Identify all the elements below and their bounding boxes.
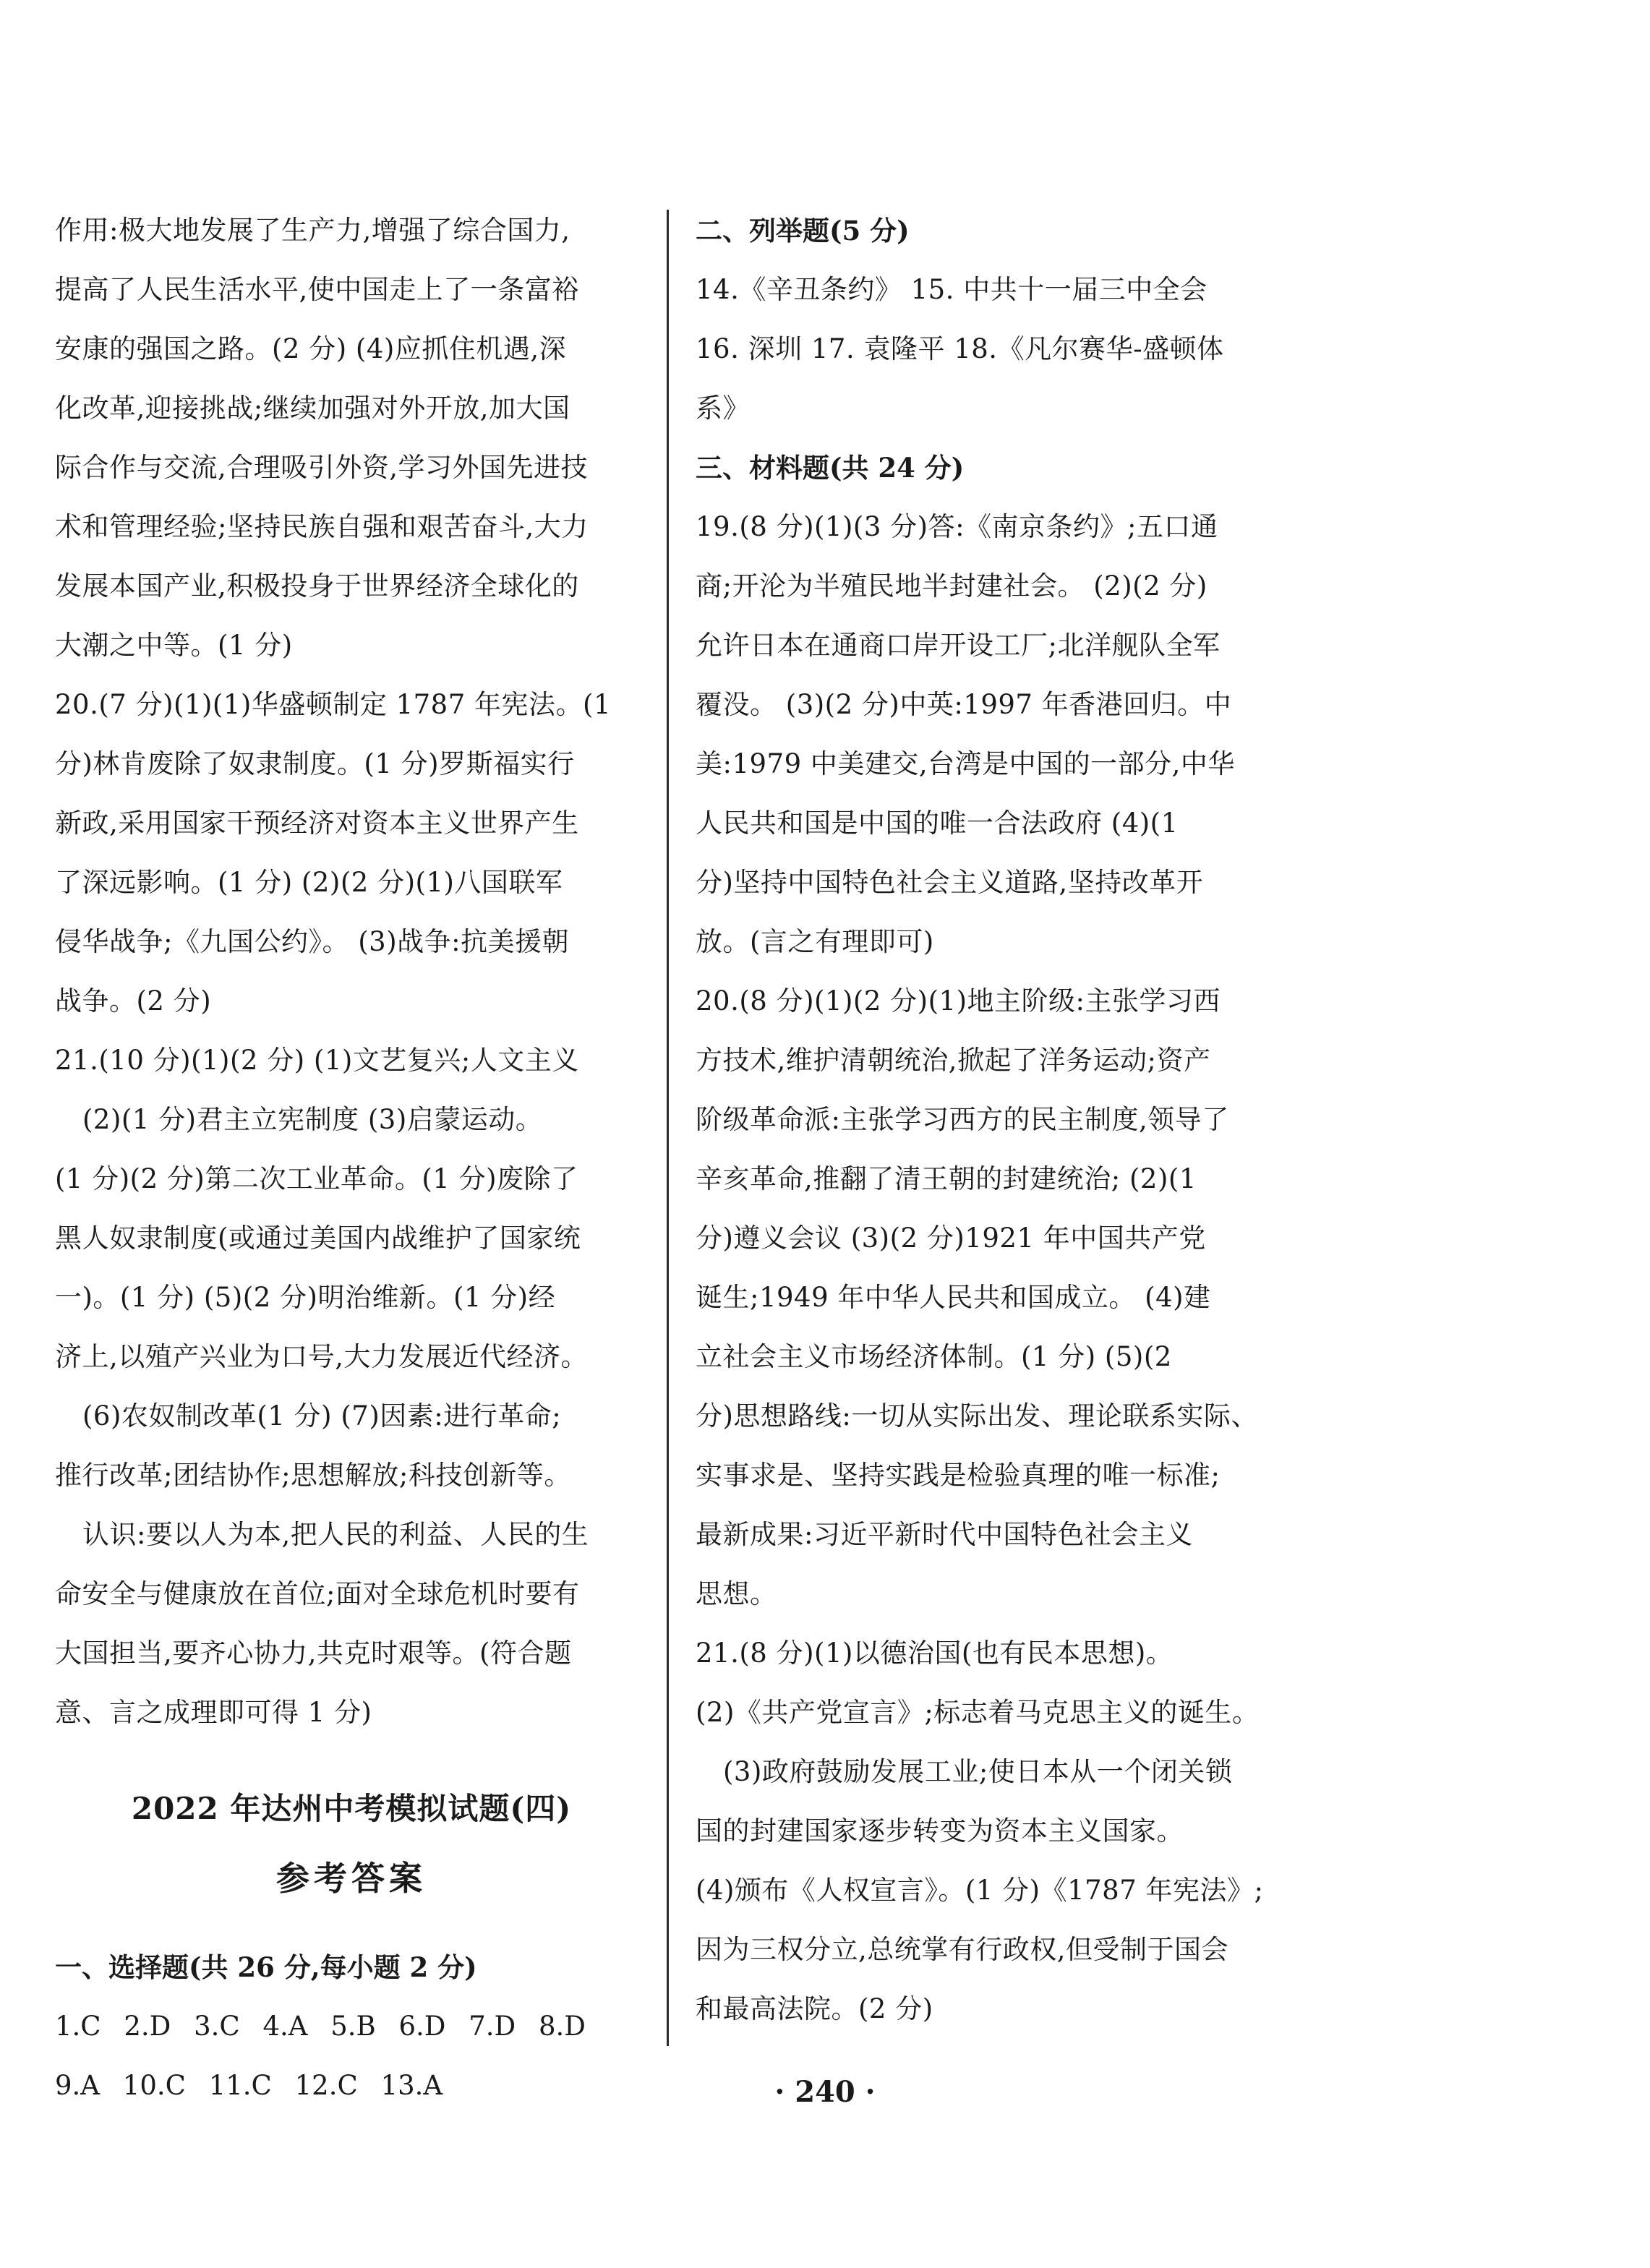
text-line: 因为三权分立,总统掌有行政权,但受制于国会 — [696, 1934, 1229, 1965]
text-line: 和最高法院。(2 分) — [696, 1993, 933, 2024]
text-line: 分)遵义会议 (3)(2 分)1921 年中国共产党 — [696, 1223, 1206, 1254]
text-line: 安康的强国之路。(2 分) (4)应抓住机遇,深 — [55, 333, 567, 364]
text-line: 际合作与交流,合理吸引外资,学习外国先进技 — [55, 452, 589, 483]
text-line: 战争。(2 分) — [55, 985, 212, 1017]
text-line: (2)《共产党宣言》;标志着马克思主义的诞生。 — [696, 1697, 1260, 1728]
text-line: 术和管理经验;坚持民族自强和艰苦奋斗,大力 — [55, 511, 589, 542]
text-line: 作用:极大地发展了生产力,增强了综合国力, — [55, 215, 570, 246]
section-heading-choice: 一、选择题(共 26 分,每小题 2 分) — [55, 1951, 477, 1983]
text-line: 国的封建国家逐步转变为资本主义国家。 — [696, 1815, 1184, 1847]
text-line: 意、言之成理即可得 1 分) — [55, 1697, 372, 1728]
text-line: 立社会主义市场经济体制。(1 分) (5)(2 — [696, 1341, 1172, 1372]
text-line: 认识:要以人为本,把人民的利益、人民的生 — [82, 1519, 589, 1550]
text-line: 商;开沦为半殖民地半封建社会。 (2)(2 分) — [696, 570, 1207, 602]
text-line: 16. 深圳 17. 袁隆平 18.《凡尔赛华-盛顿体 — [696, 333, 1224, 364]
section-heading-list: 二、列举题(5 分) — [696, 215, 910, 247]
text-line: 大国担当,要齐心协力,共克时艰等。(符合题 — [55, 1638, 572, 1669]
choice-answers-row: 9.A 10.C 11.C 12.C 13.A — [55, 2070, 443, 2101]
text-line: 21.(8 分)(1)以德治国(也有民本思想)。 — [696, 1638, 1174, 1669]
text-line: 14.《辛丑条约》 15. 中共十一届三中全会 — [696, 274, 1207, 305]
page-number: · 240 · — [774, 2075, 876, 2109]
text-line: 美:1979 中美建交,台湾是中国的一部分,中华 — [696, 748, 1235, 779]
text-line: 提高了人民生活水平,使中国走上了一条富裕 — [55, 274, 579, 305]
text-line: 化改革,迎接挑战;继续加强对外开放,加大国 — [55, 393, 570, 424]
text-line: (1 分)(2 分)第二次工业革命。(1 分)废除了 — [55, 1163, 578, 1194]
text-line: 人民共和国是中国的唯一合法政府 (4)(1 — [696, 808, 1179, 839]
left-column — [55, 201, 648, 2115]
left-answer-text — [55, 201, 648, 1742]
text-line: 实事求是、坚持实践是检验真理的唯一标准; — [696, 1460, 1221, 1491]
text-line: 新政,采用国家干预经济对资本主义世界产生 — [55, 808, 579, 839]
text-line: 系》 — [696, 393, 750, 424]
text-line: (4)颁布《人权宣言》。(1 分)《1787 年宪法》; — [696, 1875, 1264, 1906]
text-line: 21.(10 分)(1)(2 分) (1)文艺复兴;人文主义 — [55, 1045, 579, 1076]
text-line: 侵华战争;《九国公约》。 (3)战争:抗美援朝 — [55, 926, 570, 957]
text-line: 放。(言之有理即可) — [696, 926, 934, 957]
text-line: 命安全与健康放在首位;面对全球危机时要有 — [55, 1578, 580, 1609]
right-column — [696, 201, 1296, 2039]
text-line: 诞生;1949 年中华人民共和国成立。 (4)建 — [696, 1282, 1211, 1313]
text-line: 思想。 — [696, 1578, 777, 1609]
text-line: 覆没。 (3)(2 分)中英:1997 年香港回归。中 — [696, 689, 1232, 720]
text-line: 推行改革;团结协作;思想解放;科技创新等。 — [55, 1460, 571, 1491]
text-line: 一)。(1 分) (5)(2 分)明治维新。(1 分)经 — [55, 1282, 556, 1313]
text-line: 分)坚持中国特色社会主义道路,坚持改革开 — [696, 867, 1204, 898]
exam-title-block — [55, 1774, 648, 1913]
exam-subtitle: 参考答案 — [276, 1859, 427, 1898]
exam-title: 2022 年达州中考模拟试题(四) — [131, 1791, 572, 1826]
text-line: 辛亥革命,推翻了清王朝的封建统治; (2)(1 — [696, 1163, 1197, 1194]
text-line: 20.(7 分)(1)(1)华盛顿制定 1787 年宪法。(1 — [55, 689, 611, 720]
text-line: 济上,以殖产兴业为口号,大力发展近代经济。 — [55, 1341, 589, 1372]
text-line: 黑人奴隶制度(或通过美国内战维护了国家统 — [55, 1223, 581, 1254]
text-line: 分)林肯废除了奴隶制度。(1 分)罗斯福实行 — [55, 748, 575, 779]
text-line: 19.(8 分)(1)(3 分)答:《南京条约》;五口通 — [696, 511, 1218, 542]
section-heading-material: 三、材料题(共 24 分) — [696, 452, 965, 484]
text-line: 发展本国产业,积极投身于世界经济全球化的 — [55, 570, 579, 602]
text-line: (2)(1 分)君主立宪制度 (3)启蒙运动。 — [82, 1104, 543, 1135]
column-divider — [667, 210, 669, 2046]
text-line: 了深远影响。(1 分) (2)(2 分)(1)八国联军 — [55, 867, 563, 898]
text-line: 阶级革命派:主张学习西方的民主制度,领导了 — [696, 1104, 1229, 1135]
text-line: 20.(8 分)(1)(2 分)(1)地主阶级:主张学习西 — [696, 985, 1221, 1017]
text-line: (6)农奴制改革(1 分) (7)因素:进行革命; — [82, 1400, 562, 1432]
text-line: 允许日本在通商口岸开设工厂;北洋舰队全军 — [696, 630, 1221, 661]
text-line: 方技术,维护清朝统治,掀起了洋务运动;资产 — [696, 1045, 1211, 1076]
text-line: 分)思想路线:一切从实际出发、理论联系实际、 — [696, 1400, 1258, 1432]
text-line: 最新成果:习近平新时代中国特色社会主义 — [696, 1519, 1193, 1550]
text-line: (3)政府鼓励发展工业;使日本从一个闭关锁 — [723, 1756, 1233, 1787]
choice-answers-row: 1.C 2.D 3.C 4.A 5.B 6.D 7.D 8.D — [55, 2011, 586, 2042]
text-line: 大潮之中等。(1 分) — [55, 630, 293, 661]
